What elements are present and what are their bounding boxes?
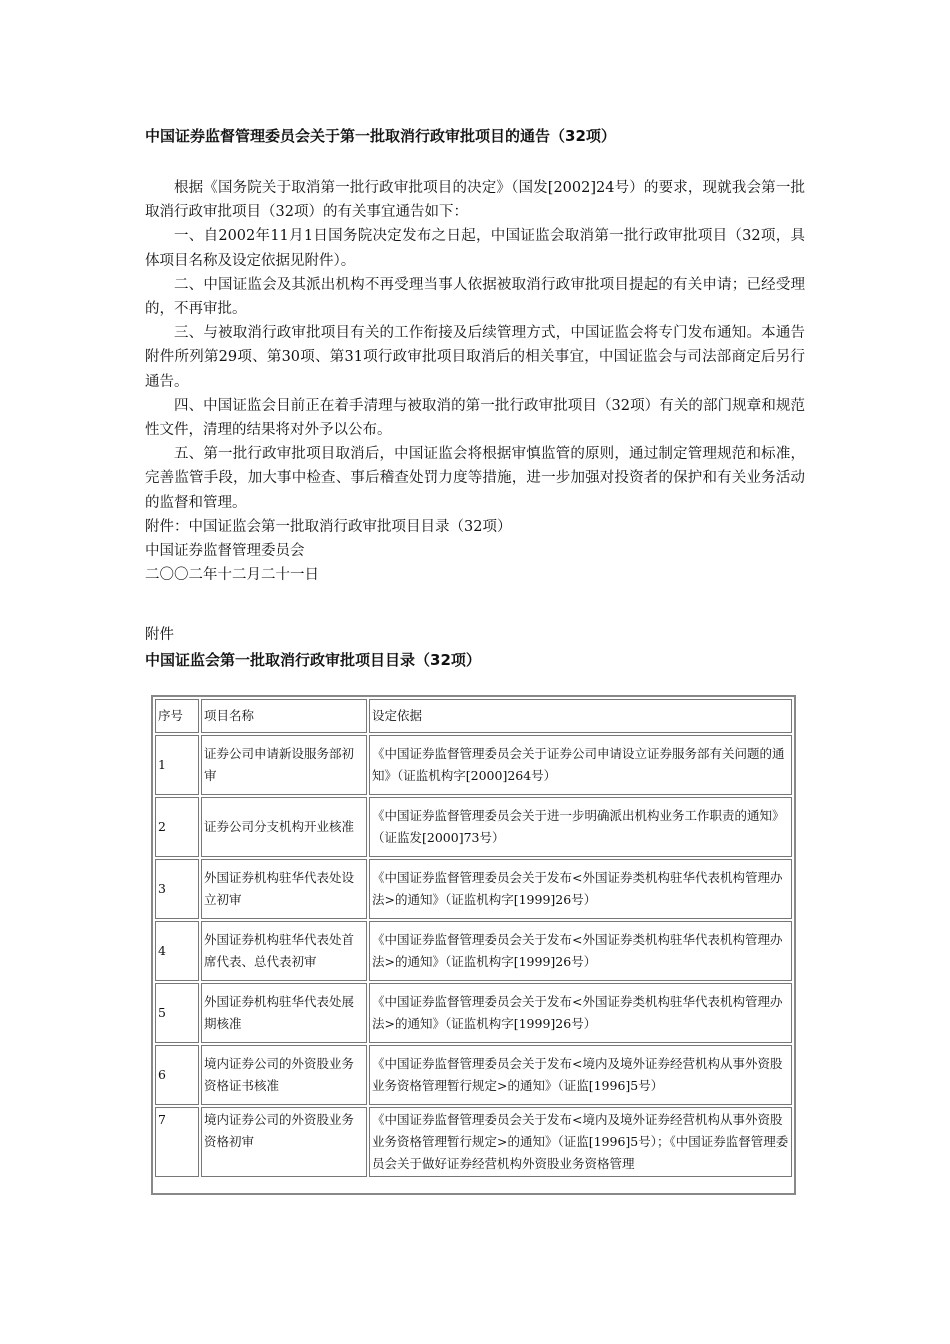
row-basis: 《中国证券监督管理委员会关于进一步明确派出机构业务工作职责的通知》（证监发[2000]73号）	[369, 797, 792, 857]
notice-item-3: 三、与被取消行政审批项目有关的工作衔接及后续管理方式，中国证监会将专门发布通知。本通告附件所列第29项、第30项、第31项行政审批项目取消后的相关事宜，中国证监会与司法部商定后另行通告。	[145, 325, 805, 390]
table-row	[155, 1045, 792, 1105]
row-basis: 《中国证券监督管理委员会关于发布<外国证券类机构驻华代表机构管理办法>的通知》（证监机构字[1999]26号）	[369, 921, 792, 981]
notice-body	[145, 176, 805, 587]
header-no: 序号	[155, 699, 199, 733]
row-no: 5	[155, 983, 199, 1043]
notice-intro: 根据《国务院关于取消第一批行政审批项目的决定》（国发[2002]24号）的要求，现就我会第一批取消行政审批项目（32项）的有关事宜通告如下：	[145, 180, 805, 221]
table-row	[155, 1107, 792, 1177]
table-row	[155, 983, 792, 1043]
attachment-reference: 附件：中国证监会第一批取消行政审批项目目录（32项）	[145, 518, 512, 535]
row-name: 外国证券机构驻华代表处设立初审	[201, 859, 367, 919]
issue-date: 二〇〇二年十二月二十一日	[145, 567, 319, 584]
notice-item-2: 二、中国证监会及其派出机构不再受理当事人依据被取消行政审批项目提起的有关申请；已经受理的，不再审批。	[145, 276, 805, 318]
project-table	[151, 695, 796, 1195]
row-name: 证券公司分支机构开业核准	[201, 797, 367, 857]
table-header-row	[155, 699, 792, 733]
row-name: 外国证券机构驻华代表处首席代表、总代表初审	[201, 921, 367, 981]
row-name: 证券公司申请新设服务部初审	[201, 735, 367, 795]
header-basis: 设定依据	[369, 699, 792, 733]
row-basis: 《中国证券监督管理委员会关于证券公司申请设立证券服务部有关问题的通知》（证监机构字[2000]264号）	[369, 735, 792, 795]
header-name: 项目名称	[201, 699, 367, 733]
project-table-grid	[153, 697, 794, 1179]
notice-item-1: 一、自2002年11月1日国务院决定发布之日起，中国证监会取消第一批行政审批项目（32项，具体项目名称及设定依据见附件）。	[145, 228, 805, 269]
notice-item-4: 四、中国证监会目前正在着手清理与被取消的第一批行政审批项目（32项）有关的部门规章和规范性文件，清理的结果将对外予以公布。	[145, 397, 805, 439]
row-basis: 《中国证券监督管理委员会关于发布<境内及境外证券经营机构从事外资股业务资格管理暂行规定>的通知》（证监[1996]5号）	[369, 1045, 792, 1105]
row-basis: 《中国证券监督管理委员会关于发布<外国证券类机构驻华代表机构管理办法>的通知》（证监机构字[1999]26号）	[369, 859, 792, 919]
row-no: 1	[155, 735, 199, 795]
attachment-label: 附件	[145, 627, 174, 643]
row-name: 境内证券公司的外资股业务资格证书核准	[201, 1045, 367, 1105]
issuer-name: 中国证券监督管理委员会	[145, 543, 305, 560]
row-no: 6	[155, 1045, 199, 1105]
table-row	[155, 797, 792, 857]
notice-item-5: 五、第一批行政审批项目取消后，中国证监会将根据审慎监管的原则，通过制定管理规范和标准，完善监管手段，加大事中检查、事后稽查处罚力度等措施，进一步加强对投资者的保护和有关业务活动的监督和管理。	[145, 446, 805, 511]
row-name: 境内证券公司的外资股业务资格初审	[201, 1107, 367, 1177]
row-no: 4	[155, 921, 199, 981]
row-basis: 《中国证券监督管理委员会关于发布<外国证券类机构驻华代表机构管理办法>的通知》（证监机构字[1999]26号）	[369, 983, 792, 1043]
notice-title: 中国证券监督管理委员会关于第一批取消行政审批项目的通告（32项）	[145, 127, 616, 145]
table-row	[155, 735, 792, 795]
row-no: 7	[155, 1107, 199, 1177]
table-row	[155, 921, 792, 981]
row-no: 3	[155, 859, 199, 919]
row-name: 外国证券机构驻华代表处展期核准	[201, 983, 367, 1043]
attachment-title: 中国证监会第一批取消行政审批项目目录（32项）	[145, 651, 481, 669]
row-no: 2	[155, 797, 199, 857]
table-row	[155, 859, 792, 919]
row-basis: 《中国证券监督管理委员会关于发布<境内及境外证券经营机构从事外资股业务资格管理暂行规定>的通知》（证监[1996]5号）；《中国证券监督管理委员会关于做好证券经营机构外资股业务资格管理	[369, 1107, 792, 1177]
